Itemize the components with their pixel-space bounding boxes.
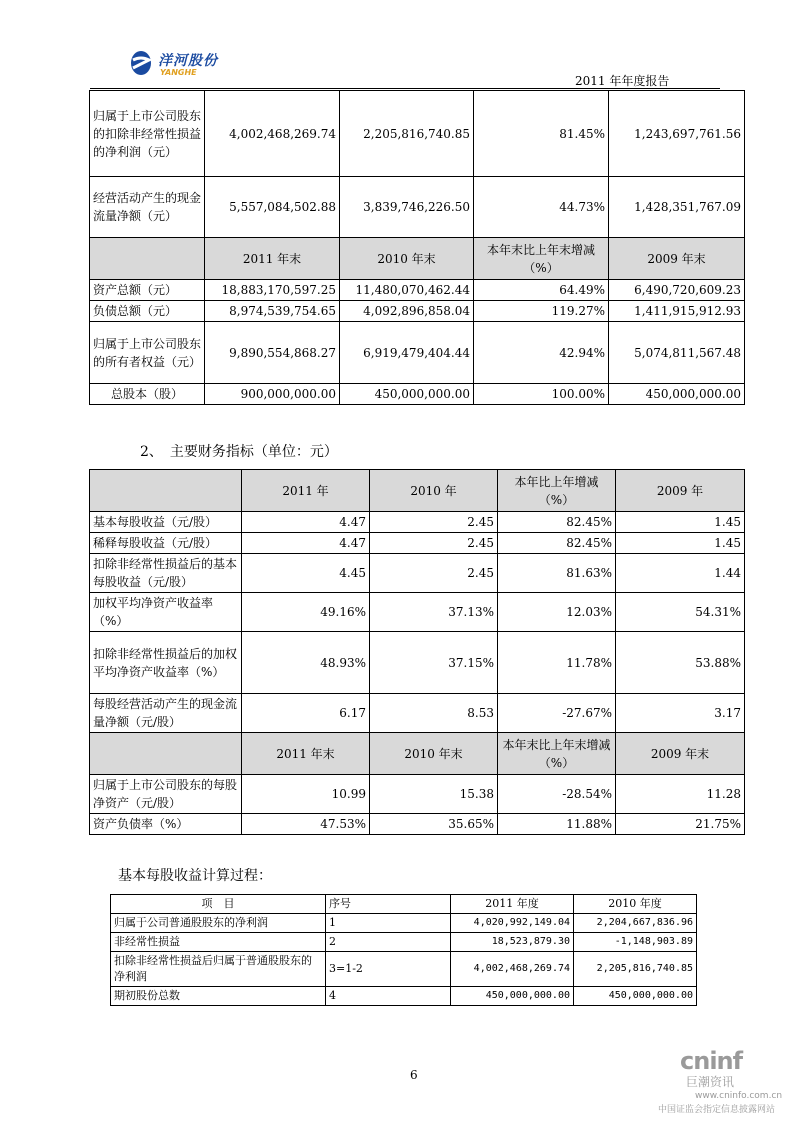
table-row (90, 533, 745, 554)
value-2010: 37.13% (370, 593, 498, 632)
value-2011: 8,974,539,754.65 (205, 301, 340, 322)
header-2009: 2009 年末 (616, 733, 745, 775)
table-row (90, 91, 745, 177)
header-2009: 2009 年末 (609, 238, 745, 280)
value-change: 81.45% (474, 91, 609, 177)
item-label: 归属于公司普通股股东的净利润 (111, 914, 326, 933)
value-change: 42.94% (474, 322, 609, 384)
header-change: 本年末比上年末增减（%） (474, 238, 609, 280)
value-change: -27.67% (498, 694, 616, 733)
value-2011: 6.17 (242, 694, 370, 733)
value-change: 64.49% (474, 280, 609, 301)
value-2010: 450,000,000.00 (574, 987, 697, 1006)
row-label: 稀释每股收益（元/股） (90, 533, 242, 554)
eps-calculation-table (110, 894, 697, 1006)
value-2010: 2.45 (370, 554, 498, 593)
value-2011: 4.45 (242, 554, 370, 593)
table-row (90, 301, 745, 322)
value-2011: 4,020,992,149.04 (451, 914, 574, 933)
value-change: 12.03% (498, 593, 616, 632)
financial-indicators-table (89, 469, 745, 835)
header-item: 项 目 (111, 895, 326, 914)
watermark-desc: 中国证监会指定信息披露网站 (658, 1105, 776, 1115)
value-2009: 3.17 (616, 694, 745, 733)
row-label: 每股经营活动产生的现金流量净额（元/股） (90, 694, 242, 733)
table-header-row (111, 895, 697, 914)
value-2010: 2,205,816,740.85 (574, 952, 697, 987)
value-2011: 49.16% (242, 593, 370, 632)
value-2009: 1,243,697,761.56 (609, 91, 745, 177)
value-2011: 4.47 (242, 512, 370, 533)
seq-value: 4 (326, 987, 451, 1006)
value-2010: 35.65% (370, 814, 498, 835)
table-row (90, 177, 745, 238)
eps-calculation-title: 基本每股收益计算过程： (118, 868, 272, 884)
value-change: 82.45% (498, 512, 616, 533)
value-2011: 900,000,000.00 (205, 384, 340, 405)
table-row (111, 933, 697, 952)
header-2010: 2010 年末 (340, 238, 474, 280)
company-logo (128, 48, 238, 80)
value-2011: 9,890,554,868.27 (205, 322, 340, 384)
value-2010: 37.15% (370, 632, 498, 694)
value-2009: 1,428,351,767.09 (609, 177, 745, 238)
value-2011: 18,883,170,597.25 (205, 280, 340, 301)
value-2009: 450,000,000.00 (609, 384, 745, 405)
value-2010: 6,919,479,404.44 (340, 322, 474, 384)
table-row (111, 987, 697, 1006)
table-subheader-row (90, 733, 745, 775)
value-2011: 18,523,879.30 (451, 933, 574, 952)
row-label: 扣除非经常性损益后的基本每股收益（元/股） (90, 554, 242, 593)
value-change: 11.88% (498, 814, 616, 835)
value-2009: 5,074,811,567.48 (609, 322, 745, 384)
value-2010: 450,000,000.00 (340, 384, 474, 405)
header-change: 本年比上年增减（%） (498, 470, 616, 512)
header-seq: 序号 (326, 895, 451, 914)
value-2011: 4.47 (242, 533, 370, 554)
header-blank (90, 470, 242, 512)
value-2010: 3,839,746,226.50 (340, 177, 474, 238)
value-2011: 450,000,000.00 (451, 987, 574, 1006)
value-2010: 2,205,816,740.85 (340, 91, 474, 177)
table-row (90, 554, 745, 593)
value-2009: 54.31% (616, 593, 745, 632)
value-change: -28.54% (498, 775, 616, 814)
value-change: 44.73% (474, 177, 609, 238)
value-2011: 48.93% (242, 632, 370, 694)
row-label: 经营活动产生的现金流量净额（元） (90, 177, 205, 238)
header-2011: 2011 年末 (205, 238, 340, 280)
row-label: 归属于上市公司股东的所有者权益（元） (90, 322, 205, 384)
logo-text-en: YANGHE (160, 68, 197, 77)
item-label: 期初股份总数 (111, 987, 326, 1006)
report-title: 2011 年年度报告 (575, 74, 670, 88)
table-subheader-row (90, 238, 745, 280)
value-2011: 4,002,468,269.74 (451, 952, 574, 987)
value-2011: 47.53% (242, 814, 370, 835)
item-label: 非经常性损益 (111, 933, 326, 952)
header-2010: 2010 年度 (574, 895, 697, 914)
value-2010: 11,480,070,462.44 (340, 280, 474, 301)
cninfo-watermark (650, 1045, 793, 1115)
header-blank (90, 238, 205, 280)
header-2009: 2009 年 (616, 470, 745, 512)
row-label: 资产负债率（%） (90, 814, 242, 835)
value-2010: 15.38 (370, 775, 498, 814)
header-2010: 2010 年末 (370, 733, 498, 775)
value-change: 82.45% (498, 533, 616, 554)
value-change: 100.00% (474, 384, 609, 405)
table-row (90, 512, 745, 533)
watermark-brand: cninf (680, 1047, 743, 1075)
table-row (90, 593, 745, 632)
table-row (111, 914, 697, 933)
value-change: 11.78% (498, 632, 616, 694)
value-2009: 11.28 (616, 775, 745, 814)
table-row (90, 322, 745, 384)
row-label: 加权平均净资产收益率（%） (90, 593, 242, 632)
header-change: 本年末比上年末增减（%） (498, 733, 616, 775)
value-2010: 2,204,667,836.96 (574, 914, 697, 933)
value-2009: 21.75% (616, 814, 745, 835)
value-2010: 2.45 (370, 533, 498, 554)
page-number: 6 (410, 1068, 418, 1082)
financial-data-table (89, 90, 745, 405)
header-2011: 2011 年度 (451, 895, 574, 914)
seq-value: 1 (326, 914, 451, 933)
value-2011: 5,557,084,502.88 (205, 177, 340, 238)
yanghe-logo-icon (130, 50, 152, 76)
table-row (90, 694, 745, 733)
value-2009: 1,411,915,912.93 (609, 301, 745, 322)
header-divider (90, 88, 720, 89)
value-2009: 6,490,720,609.23 (609, 280, 745, 301)
watermark-cn: 巨潮资讯 (686, 1075, 735, 1089)
header-blank (90, 733, 242, 775)
value-2010: 4,092,896,858.04 (340, 301, 474, 322)
row-label: 负债总额（元） (90, 301, 205, 322)
row-label: 归属于上市公司股东的每股净资产（元/股） (90, 775, 242, 814)
value-2009: 1.45 (616, 533, 745, 554)
row-label: 基本每股收益（元/股） (90, 512, 242, 533)
value-2011: 4,002,468,269.74 (205, 91, 340, 177)
row-label: 扣除非经常性损益后的加权平均净资产收益率（%） (90, 632, 242, 694)
value-2010: -1,148,903.89 (574, 933, 697, 952)
table-row (90, 775, 745, 814)
table-row (90, 280, 745, 301)
header-2011: 2011 年末 (242, 733, 370, 775)
value-2009: 1.45 (616, 512, 745, 533)
section-title-financial-indicators: 2、 主要财务指标（单位：元） (140, 444, 338, 460)
row-label: 总股本（股） (90, 384, 205, 405)
row-label: 归属于上市公司股东的扣除非经常性损益的净利润（元） (90, 91, 205, 177)
value-2009: 1.44 (616, 554, 745, 593)
value-change: 81.63% (498, 554, 616, 593)
value-change: 119.27% (474, 301, 609, 322)
table-row (90, 384, 745, 405)
header-2010: 2010 年 (370, 470, 498, 512)
value-2010: 2.45 (370, 512, 498, 533)
header-2011: 2011 年 (242, 470, 370, 512)
table-row (90, 632, 745, 694)
value-2009: 53.88% (616, 632, 745, 694)
row-label: 资产总额（元） (90, 280, 205, 301)
item-label: 扣除非经常性损益后归属于普通股股东的净利润 (111, 952, 326, 987)
table-row (111, 952, 697, 987)
seq-value: 2 (326, 933, 451, 952)
watermark-url: www.cninfo.com.cn (695, 1091, 783, 1101)
value-2011: 10.99 (242, 775, 370, 814)
table-row (90, 814, 745, 835)
table-header-row (90, 470, 745, 512)
logo-text-cn: 洋河股份 (158, 53, 218, 69)
value-2010: 8.53 (370, 694, 498, 733)
seq-value: 3=1-2 (326, 952, 451, 987)
